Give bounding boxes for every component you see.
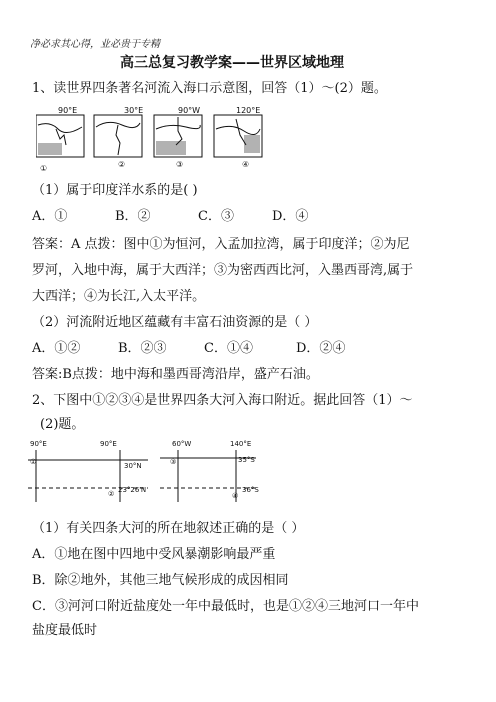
q2-stem-line1: 2、下图中①②③④是世界四条大河入海口附近。据此回答（1）～ — [32, 393, 413, 408]
left-label-3: 30°N — [124, 462, 142, 470]
q2-sub1: （1）有关四条大河的所在地叙述正确的是（ ） — [32, 521, 305, 536]
q1-answer1-line2: 罗河，入地中海，属于大西洋；③为密西西比河，入墨西哥湾,属于 — [32, 263, 414, 278]
sea-hatch-1 — [38, 143, 62, 155]
right-number-3: ③ — [170, 458, 177, 466]
q1-answer2: 答案:B点拨：地中海和墨西哥湾沿岸，盛产石油。 — [32, 367, 319, 382]
map-2-frame — [94, 115, 142, 157]
map-4-number: ④ — [242, 160, 250, 169]
right-label-4: 36°S — [242, 486, 259, 494]
q2-grid-maps — [28, 436, 468, 508]
right-label-3: 35°S — [238, 456, 255, 464]
page-title: 高三总复习教学案——世界区域地理 — [120, 55, 344, 71]
header-motto: 净必求其心得，业必贵于专精 — [30, 39, 160, 50]
map-2-number: ② — [118, 160, 126, 169]
left-label-4: 23°26′N — [118, 486, 147, 494]
q1-sub1-option-d: D．④ — [272, 209, 309, 224]
q1-stem: 1、读世界四条著名河流入海口示意图，回答（1）～(2）题。 — [32, 81, 387, 96]
q2-option-b: B．除②地外，其他三地气候形成的成因相同 — [32, 573, 289, 588]
sea-hatch-4 — [244, 135, 260, 153]
q1-sub1-option-b: B．② — [115, 209, 151, 224]
q1-answer1-line3: 大西洋；④为长江,入太平洋。 — [32, 289, 206, 304]
right-number-4: ④ — [232, 492, 239, 500]
right-label-2: 140°E — [230, 440, 252, 448]
map-2-label: 30°E — [124, 106, 144, 115]
q1-river-maps — [36, 105, 271, 177]
sea-hatch-3 — [156, 141, 186, 155]
q1-sub2-option-b: B．②③ — [118, 341, 167, 356]
q1-sub1-option-c: C．③ — [198, 209, 234, 224]
map-3-number: ③ — [176, 160, 184, 169]
map-1-number: ① — [40, 164, 48, 173]
left-number-2: ② — [108, 490, 115, 498]
map-1-label: 90°E — [58, 106, 78, 115]
map-4-label: 120°E — [236, 106, 261, 115]
left-number-1: ① — [30, 458, 37, 466]
q2-option-c-cont: 盐度最低时 — [32, 623, 98, 638]
q1-sub2: （2）河流附近地区蕴藏有丰富石油资源的是（ ） — [32, 315, 318, 330]
right-label-1: 60°W — [172, 440, 192, 448]
q1-answer1-line1: 答案：A 点拨：图中①为恒河，入孟加拉湾，属于印度洋；②为尼 — [32, 237, 410, 252]
q1-sub1: （1）属于印度洋水系的是( ) — [32, 183, 198, 198]
q1-sub2-option-c: C．①④ — [204, 341, 253, 356]
left-label-2: 90°E — [100, 440, 117, 448]
left-label-1: 90°E — [30, 440, 47, 448]
q1-sub1-option-a: A．① — [32, 209, 68, 224]
map-3-label: 90°W — [178, 106, 201, 115]
q2-option-c: C．③河河口附近盐度处一年中最低时，也是①②④三地河口一年中 — [32, 599, 419, 614]
q1-sub2-option-d: D．②④ — [296, 341, 346, 356]
q2-stem-line2: (2)题。 — [40, 417, 85, 432]
q1-sub2-option-a: A．①② — [32, 341, 81, 356]
q2-option-a: A．①地在图中四地中受风暴潮影响最严重 — [32, 547, 276, 562]
